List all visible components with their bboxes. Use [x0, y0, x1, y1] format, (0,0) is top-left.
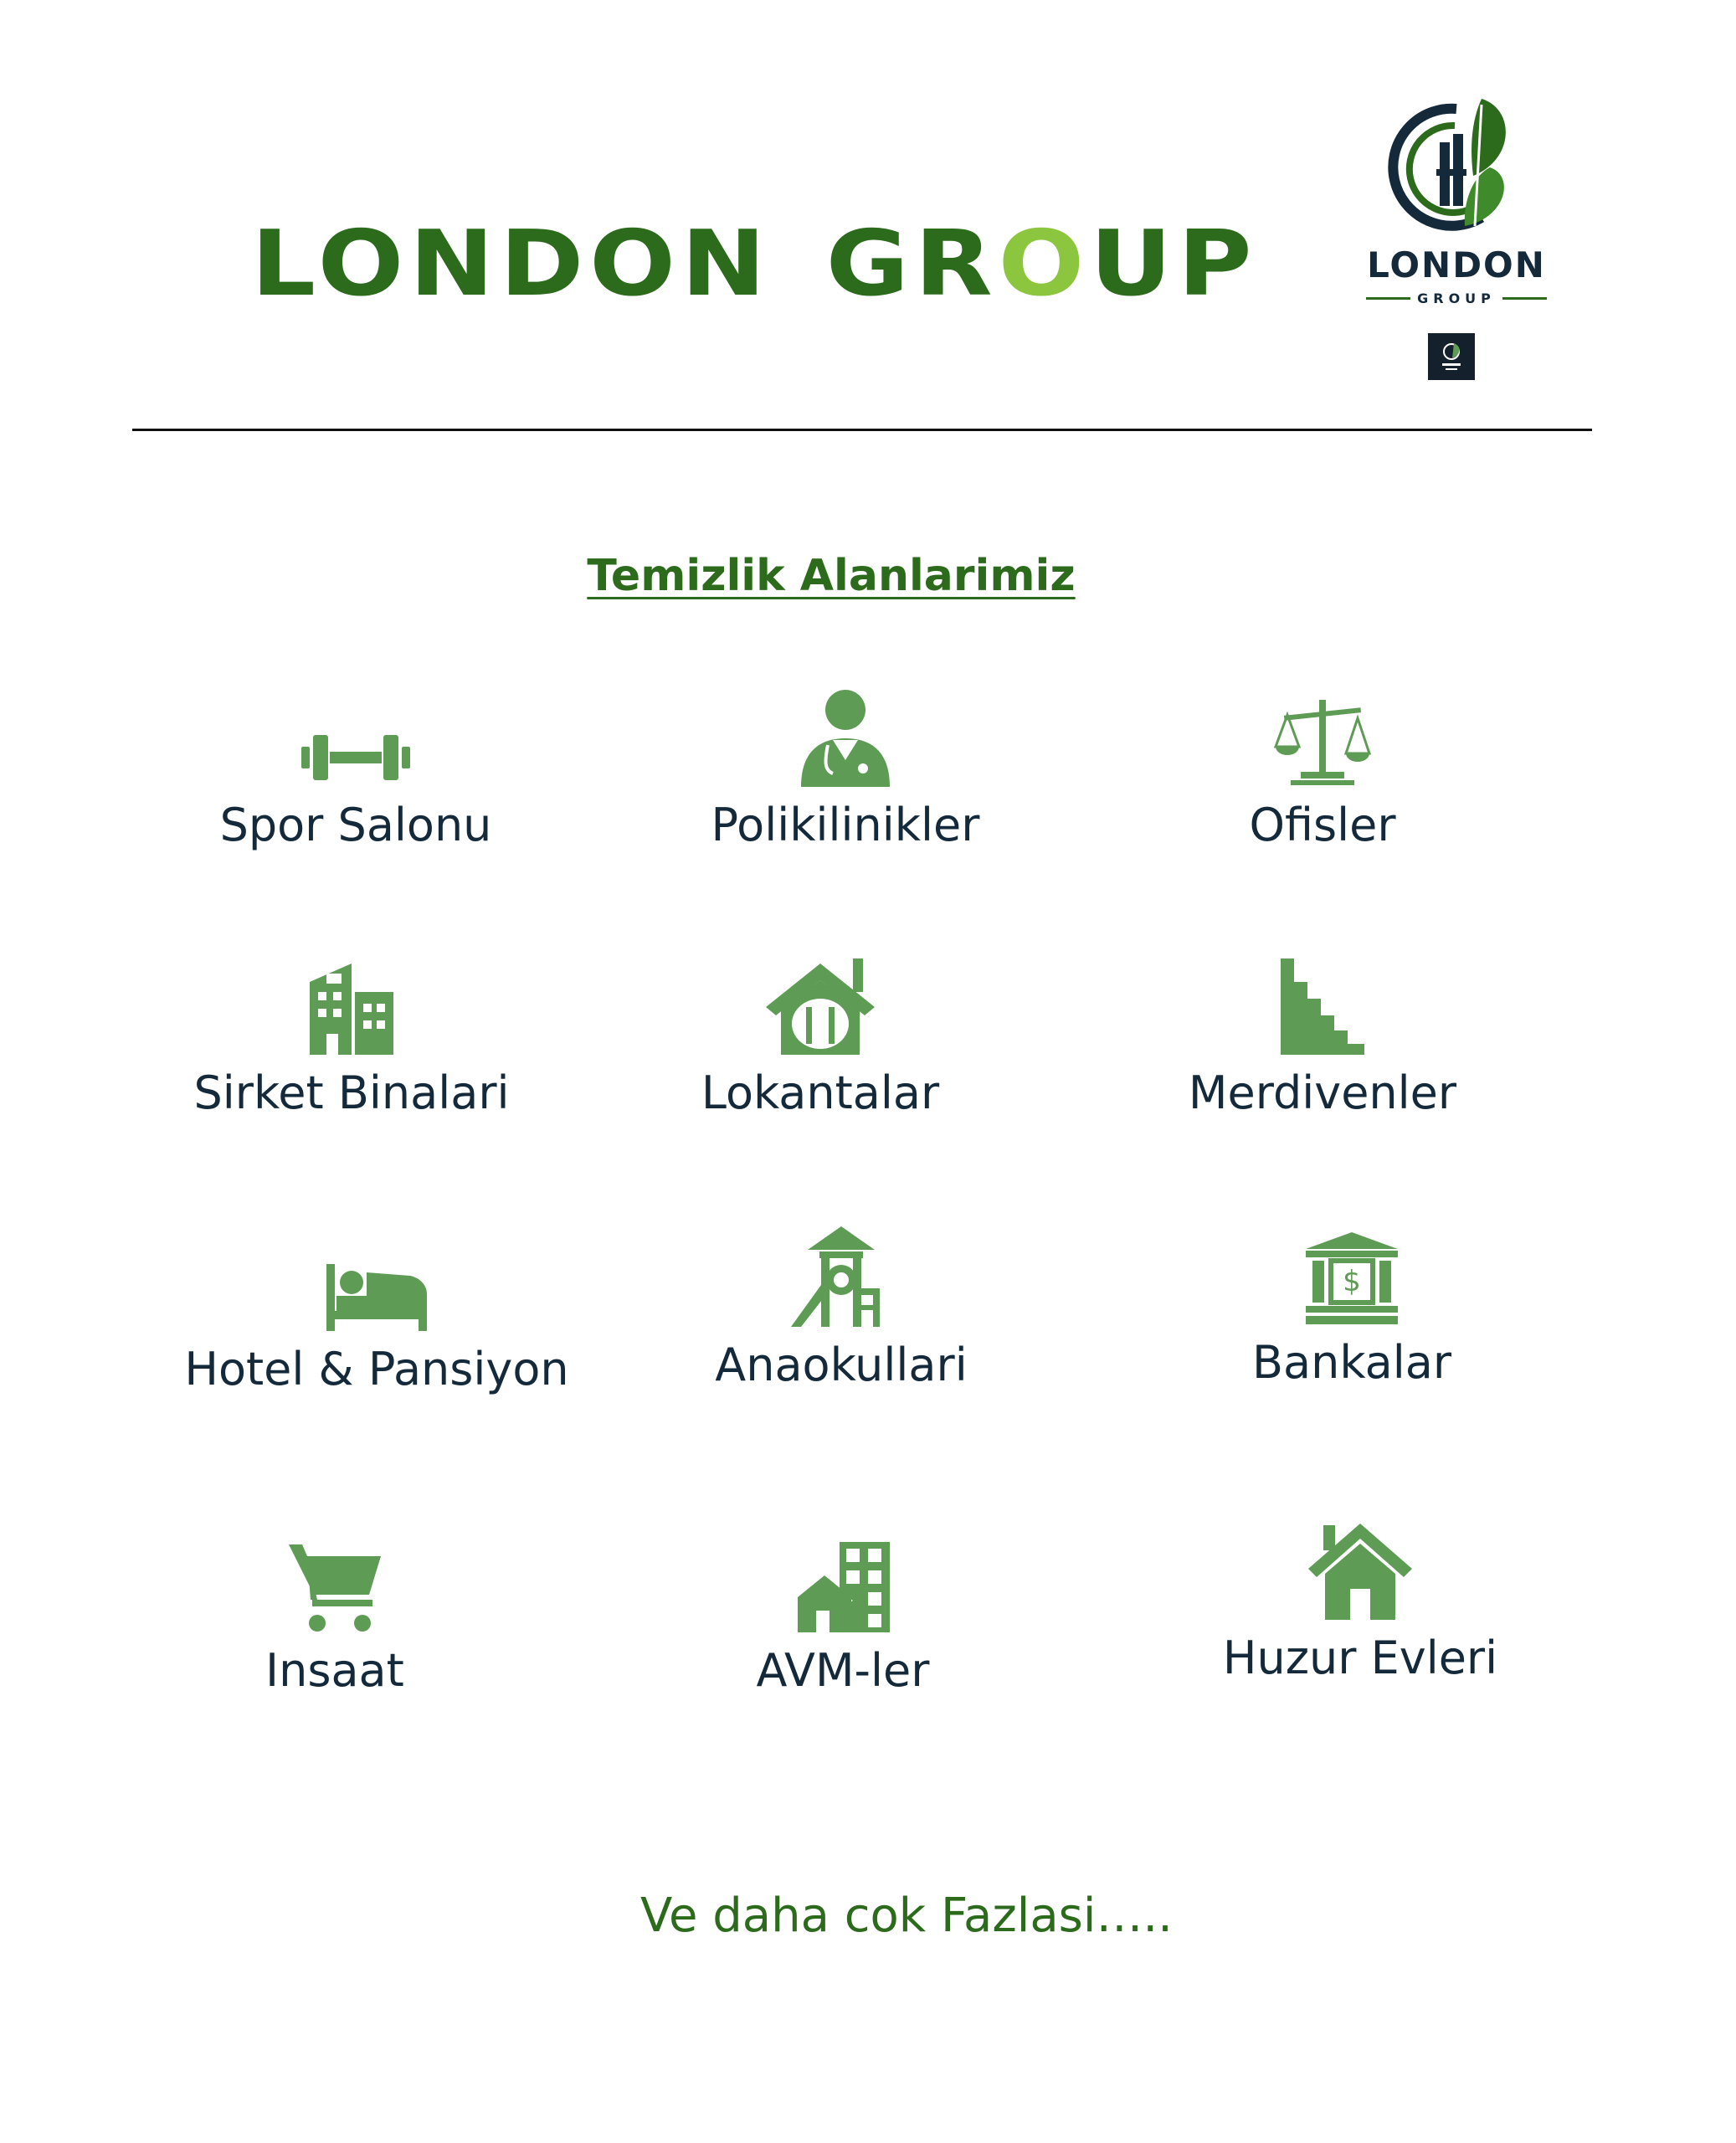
brand-wordmark — [251, 212, 1258, 316]
service-label: AVM-ler — [756, 1644, 930, 1697]
service-label: Polikilinikler — [711, 799, 980, 851]
logo-subtext-row — [1366, 290, 1547, 306]
playground-icon — [783, 1226, 900, 1327]
service-item — [117, 954, 586, 1119]
service-label: Hotel & Pansiyon — [184, 1343, 569, 1395]
service-item — [1126, 1519, 1595, 1684]
bed-icon — [318, 1231, 435, 1331]
service-label: Sirket Binalari — [193, 1066, 510, 1119]
service-label: Spor Salonu — [219, 799, 492, 851]
company-logo — [1356, 92, 1557, 310]
header-divider — [132, 429, 1592, 431]
wordmark-group-b: UP — [1089, 212, 1258, 316]
mini-logo-icon — [1437, 340, 1466, 373]
logo-emblem-icon — [1356, 92, 1557, 243]
service-item — [142, 1231, 611, 1395]
wordmark-group-a: GR — [825, 212, 999, 316]
service-label: Ofisler — [1249, 799, 1396, 851]
service-item — [1088, 686, 1557, 851]
logo-subtext: GROUP — [1417, 290, 1496, 306]
logo-text: LONDON — [1367, 244, 1546, 285]
mini-logo-badge — [1428, 333, 1475, 380]
service-item — [586, 954, 1055, 1119]
service-label: Bankalar — [1251, 1336, 1452, 1389]
bank-icon — [1293, 1224, 1410, 1324]
service-item — [121, 686, 590, 851]
restaurant-house-icon — [762, 954, 879, 1055]
service-item — [100, 1532, 569, 1697]
shopping-cart-icon — [276, 1532, 393, 1632]
service-label: Anaokullari — [715, 1339, 968, 1391]
service-label: Insaat — [265, 1644, 404, 1697]
office-building-icon — [293, 954, 410, 1055]
dumbbell-icon — [297, 686, 414, 787]
section-title: Temizlik Alanlarimiz — [587, 551, 1076, 601]
buildings-icon — [784, 1532, 901, 1632]
service-item — [1088, 954, 1557, 1119]
service-label: Huzur Evleri — [1222, 1632, 1498, 1684]
scales-icon — [1264, 686, 1381, 787]
service-item — [611, 686, 1080, 851]
service-label: Merdivenler — [1188, 1066, 1457, 1119]
svg-text:$: $ — [1343, 1265, 1361, 1298]
stairs-icon — [1264, 954, 1381, 1055]
doctor-icon — [787, 686, 904, 787]
wordmark-london: LONDON — [251, 212, 772, 316]
service-item — [607, 1226, 1076, 1391]
footer-note: Ve daha cok Fazlasi….. — [640, 1889, 1173, 1943]
wordmark-group-o: O — [998, 212, 1090, 316]
service-item — [1117, 1224, 1586, 1389]
service-item — [609, 1532, 1077, 1697]
house-icon — [1302, 1519, 1419, 1620]
service-label: Lokantalar — [701, 1066, 940, 1119]
